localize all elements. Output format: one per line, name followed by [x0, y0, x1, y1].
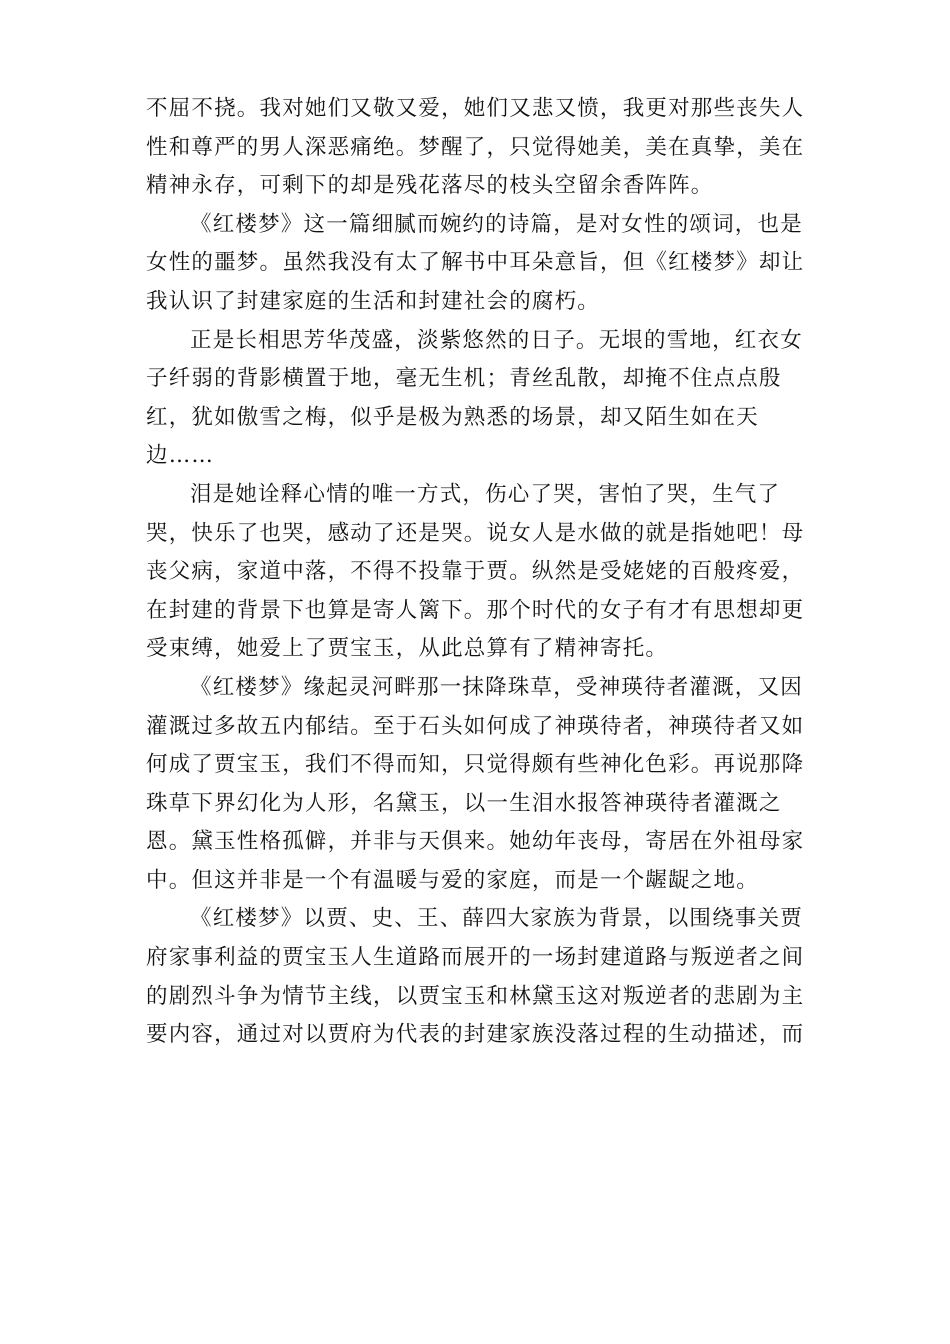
text-line: 泪是她诠释心情的唯一方式，伤心了哭，害怕了哭，生气了: [190, 481, 781, 507]
text-line: 我认识了封建家庭的生活和封建社会的腐朽。: [146, 288, 601, 314]
text-line: 中。但这并非是一个有温暖与爱的家庭，而是一个龌龊之地。: [146, 867, 759, 893]
text-line: 府家事利益的贾宝玉人生道路而展开的一场封建道路与叛逆者之间: [146, 945, 805, 971]
text-line: 精神永存，可剩下的却是残花落尽的枝头空留余香阵阵。: [146, 173, 714, 199]
text-line: 《红楼梦》以贾、史、王、薛四大家族为背景，以围绕事关贾: [190, 906, 803, 932]
paragraph: [146, 900, 806, 1054]
document-page: [146, 90, 806, 1055]
text-line: 《红楼梦》缘起灵河畔那一抹降珠草，受神瑛待者灌溉，又因: [190, 674, 803, 700]
text-line: 珠草下界幻化为人形，名黛玉，以一生泪水报答神瑛待者灌溉之: [146, 790, 782, 816]
text-line: 红，犹如傲雪之梅，似乎是极为熟悉的场景，却又陌生如在天: [146, 404, 759, 430]
text-line: 何成了贾宝玉，我们不得而知，只觉得颇有些神化色彩。再说那降: [146, 752, 805, 778]
text-line: 灌溉过多故五内郁结。至于石头如何成了神瑛待者，神瑛待者又如: [146, 713, 805, 739]
text-line: 子纤弱的背影横置于地，毫无生机；青丝乱散，却掩不住点点殷: [146, 366, 782, 392]
paragraph: [146, 476, 806, 669]
text-line: 受束缚，她爱上了贾宝玉，从此总算有了精神寄托。: [146, 636, 669, 662]
text-line: 要内容，通过对以贾府为代表的封建家族没落过程的生动描述，而: [146, 1022, 805, 1048]
text-line: 正是长相思芳华茂盛，淡紫悠然的日子。无垠的雪地，红衣女: [190, 327, 803, 353]
text-line: 女性的噩梦。虽然我没有太了解书中耳朵意旨，但《红楼梦》却让: [146, 250, 805, 276]
text-line: 性和尊严的男人深恶痛绝。梦醒了，只觉得她美，美在真挚，美在: [146, 134, 805, 160]
text-line: 边……: [146, 443, 215, 469]
paragraph: [146, 669, 806, 901]
paragraph: [146, 90, 806, 206]
text-line: 不屈不挠。我对她们又敬又爱，她们又悲又愤，我更对那些丧失人: [146, 96, 805, 121]
text-line: 在封建的背景下也算是寄人篱下。那个时代的女子有才有思想却更: [146, 597, 805, 623]
text-line: 哭，快乐了也哭，感动了还是哭。说女人是水做的就是指她吧！母: [146, 520, 805, 546]
text-line: 丧父病，家道中落，不得不投靠于贾。纵然是受姥姥的百般疼爱，: [146, 559, 805, 585]
text-line: 《红楼梦》这一篇细腻而婉约的诗篇，是对女性的颂词，也是: [190, 211, 803, 237]
paragraph: [146, 322, 806, 476]
paragraph: [146, 206, 806, 322]
text-line: 的剧烈斗争为情节主线，以贾宝玉和林黛玉这对叛逆者的悲剧为主: [146, 983, 805, 1009]
text-line: 恩。黛玉性格孤僻，并非与天俱来。她幼年丧母，寄居在外祖母家: [146, 829, 805, 855]
